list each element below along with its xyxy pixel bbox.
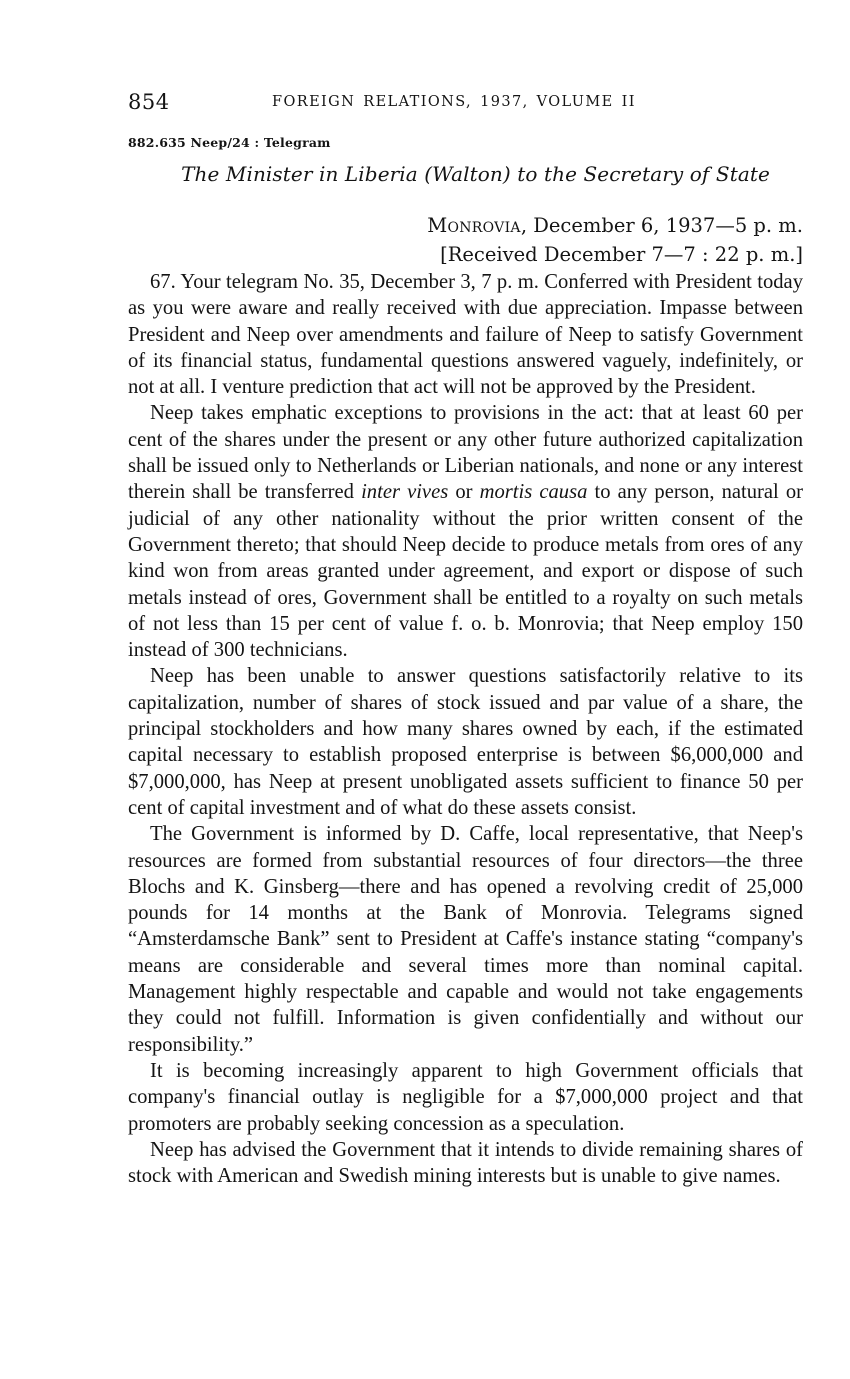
telegram-body <box>128 269 803 1189</box>
page-number: 854 <box>128 90 170 114</box>
paragraph-6: Neep has advised the Government that it intends to divide remaining shares of stock with American and Swedish mining interests but is unable to give names. <box>128 1138 803 1188</box>
paragraph-3: Neep has been unable to answer questions satisfactorily relative to its capitalization, number of shares of stock issued and par value of a share, the principal stockholders and how many shares owned by each, if the estimated capital necessary to establish proposed enterprise is between $6,000,000 and $7,000,000, has Neep at present unobligated assets sufficient to finance 50 per cent of capital investment and of what do these assets consist. <box>128 665 803 819</box>
paragraph-4: The Government is informed by D. Caffe, local representative, that Neep's resources are formed from substantial resources of four directors—the three Blochs and K. Ginsberg—there and has opened a revolving credit of 25,000 pounds for 14 months at the Bank of Monrovia. Telegrams signed “Amsterdamsche Bank” sent to President at Caffe's instance stating “company's means are considerable and several times more than nominal capital. Management highly respectable and capable and would not take engagements they could not fulfill. Information is given confidentially and without our responsibility.” <box>128 823 803 1056</box>
document-title: The Minister in Liberia (Walton) to the Secretary of State <box>181 162 770 186</box>
latin-term-inter-vives: inter vives <box>361 481 449 504</box>
running-title: FOREIGN RELATIONS, 1937, VOLUME II <box>272 94 636 110</box>
dateline-sent <box>128 211 803 240</box>
paragraph-1: 67. Your telegram No. 35, December 3, 7 p. m. Conferred with President today as you were aware and really received with due appreciation. Impasse between President and Neep over amendments and failure of Neep to satisfy Government of its financial status, fundamental questions answered vaguely, indefinitely, or not at all. I venture prediction that act will not be approved by the President. <box>128 271 803 399</box>
paragraph-2 <box>128 400 803 663</box>
running-head <box>128 82 803 122</box>
dateline <box>128 211 803 269</box>
paragraph-5: It is becoming increasingly apparent to high Government officials that company's financial outlay is negligible for a $7,000,000 project and that promoters are probably seeking concession as a speculation. <box>128 1059 803 1135</box>
dateline-received: [Received December 7—7 : 22 p. m.] <box>440 243 803 266</box>
file-reference: 882.635 Neep/24 : Telegram <box>128 135 331 150</box>
dateline-date: , December 6, 1937—5 p. m. <box>520 214 803 237</box>
paragraph-2-part-c: to any person, natural or judicial of any other nationality without the prior written consent of the Government thereto; that should Neep decide to produce metals from ores of any kind won from areas granted under agreement, and export or dispose of such metals instead of ores, Government shall be entitled to a royalty on such metals of not less than 15 per cent of value f. o. b. Monrovia; that Neep employ 150 instead of 300 technicians. <box>128 481 804 662</box>
paragraph-2-part-b: or <box>448 481 480 504</box>
paragraph-2-part-a: Neep takes emphatic exceptions to provisions in the act: that at least 60 per cent of the shares under the present or any other future authorized capitalization shall be issued only to Netherlands or Liberian nationals, and none or any interest therein shall be transferred <box>128 402 803 504</box>
latin-term-mortis-causa: mortis causa <box>479 481 588 504</box>
document-page <box>128 82 803 1189</box>
dateline-place: Monrovia <box>427 214 521 237</box>
